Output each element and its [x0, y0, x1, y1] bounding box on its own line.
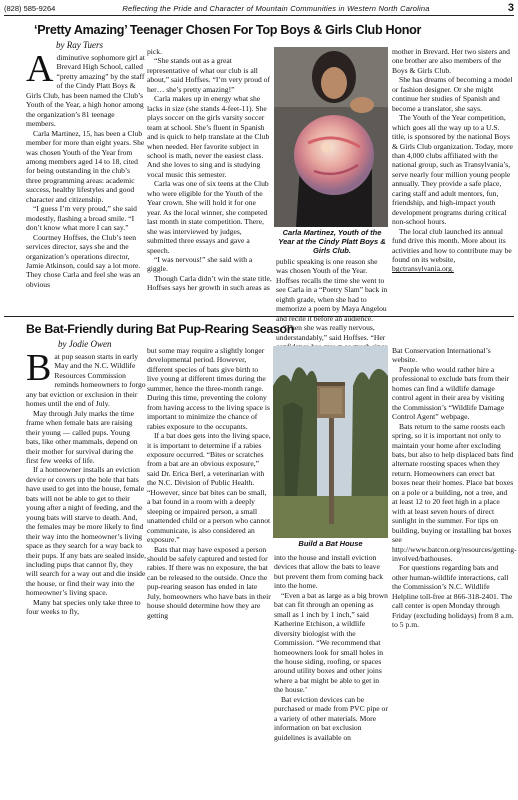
article1-paragraph: Carla makes up in energy what she lacks in size (she stands 4-feet-11). She plays soccer on the girls varsity soccer team at school. She’s fluent in Spanish and is quick to help translate at the Club when needed. Her favorite subject in school is math, never the easiest class. And she loves to sing and is studying vocal music this semester. [147, 94, 270, 179]
article2-dropcap: B [26, 347, 52, 389]
article2-paragraph: For questions regarding bats and other human-wildlife interactions, call the Commission’s N.C. Wildlife Helpline toll-free at 866-318-2401. The call center is open Monday through Friday (excluding holidays) from 8 a.m. to 5 p.m. [392, 563, 514, 630]
article2-column-4 [392, 346, 517, 798]
article1-column-3 [276, 257, 390, 342]
bat-house-photo [273, 346, 388, 538]
header-rule [4, 15, 514, 16]
article2-paragraph: “Even a bat as large as a big brown bat can fit through an opening as small as 1 inch by 1 inch,” said Katherine Etchison, a wildlife diversity biologist with the Commission. “We recommend that homeowners look for small holes in the house siding, roofing, or spaces around utility boxes and other joins where a bat might be able to get in the house.’ [274, 590, 388, 695]
article2-paragraph: Bat eviction devices can be purchased or made from PVC pipe or a variety of other materials. More information on bat exclusion guidelines is available on [274, 694, 388, 742]
article2-column-2 [147, 346, 271, 798]
article1-paragraph: “Then she was really nervous, understandably,” said Hoffses. “Her [276, 323, 386, 342]
article2-paragraph: but some may require a slightly longer developmental period. However, different species of bats give birth to live young at different times during the summer, hence the three-month range. During this time, preventing the colony from having access to the living space is important to minimize the chance of rabies exposure to the occupants. [147, 346, 270, 431]
article1-paragraph: “She stands out as a great representative of what our club is all about,” said Hoffses. “I’m very proud of her… she’s pretty amazing!” [147, 56, 271, 94]
article2-byline: by Jodie Owen [58, 339, 112, 349]
article1-paragraph: Carla Martinez, 15, has been a Club member for more than eight years. She was chosen Youth of the Year from among members aged 14 to 18, cited for being outstanding in the club’s three programming areas: academic success, healthy lifestyles and good character and citizenship. [26, 128, 145, 204]
article1-paragraph: The Youth of the Year competition, which goes all the way up to a U.S. title, is sponsored by the national Boys & Girls Club organization. Today, more than 4,000 clubs affiliated with the national group, such as Transylvania’s, serve nearly four million young people annually. They provide a safe place, caring staff and adult mentors, fun, friendship, and high-impact youth development programs during critical non-school hours. [392, 113, 513, 227]
club-website-link[interactable]: bgctransylvania.org. [392, 264, 454, 274]
article2-paragraph: If a homeowner installs an eviction device or covers up the hole that bats have used to get into the house, female bats will not be able to get to their young after a night of feeding, and the young bats will starve to death. And, the females may be more likely to find their way into the homeowner’s living space as they search for a way back to their pups. If any bats are sealed inside, including pups that cannot fly, they will search for a way out and die inside the house, or find their way into the homeowner’s living space. [26, 465, 146, 598]
page-number: 3 [507, 2, 514, 14]
article1-paragraph: Carla was one of six teens at the Club who were eligible for the Youth of the Year crown. She will hold it for one year. As the local winner, she competed last month in state competition. There, she was interviewed by judges, submitted three essays and gave a speech. [147, 179, 269, 255]
article2-paragraph: Bats return to the same roosts each spring, so it is important not only to maintain your home after excluding bats, but also to help displaced bats find alternate roosting spaces when they return. Homeowners can erect bat boxes near their homes. Place bat boxes on a pole or a building, not a tree, and at least 12 to 20 feet high in a place with at least seven hours of direct sunlight in the summer. For tips on building, buying or installing bat boxes see http://www.batcon.org/resources/getting-involved/bathouses. [392, 421, 517, 563]
article1-paragraph: mother in Brevard. Her two sisters and one brother are also members of the Boys & Girls Club. [392, 47, 510, 75]
article1-paragraph: pick. [147, 47, 162, 56]
article1-byline: by Ray Tuers [56, 40, 103, 50]
article1-title: ‘Pretty Amazing’ Teenager Chosen For Top Boys & Girls Club Honor [34, 23, 422, 37]
article1-paragraph: Though Carla didn’t win the state title, Hoffses says her growth in such areas as [147, 273, 272, 293]
article1-photo-caption: Carla Martinez, Youth of the Year at the Cindy Platt Boys & Girls Club. [278, 228, 386, 255]
article2-paragraph: Bats that may have exposed a person should be safely captured and tested for rabies. If there was no exposure, the bat can be released to the outside. Once the pup-rearing season has ended in late July, homeowners who have bats in their house should determine how they are getting [147, 544, 271, 620]
section-divider [4, 316, 514, 317]
article1-column-4 [392, 47, 514, 313]
carla-martinez-photo [274, 47, 388, 227]
article1-paragraph: Courtney Hoffses, the Club’s teen services director, says she and the organization’s operations director, Jamie Atkinson, could say a lot more. They chose Carla and feel she was an obvious [26, 232, 141, 289]
article2-paragraph: May through July marks the time frame when female bats are raising their young — called pups. Young bats, like other mammals, depend on their mother for survival during the first few weeks of life. [26, 408, 138, 465]
article1-column-2 [147, 47, 272, 313]
article2-paragraph: Many bat species only take three to four weeks to fly, [26, 597, 141, 617]
article1-column-1 [26, 48, 146, 313]
article2-paragraph: Bat Conservation International’s website. [392, 346, 491, 365]
article2-paragraph: into the house and install eviction devices that allow the bats to leave but prevent them from coming back into the home. [274, 553, 384, 591]
article1-paragraph: public speaking is one reason she was chosen Youth of the Year. Hoffses recalls the time she went to see Carla in a “Poetry Slam” back in eighth grade, when she had to memorize a poem by Maya Angelou and recite it before an audience. [276, 257, 388, 323]
tagline: Reflecting the Pride and Character of Mountain Communities in Western North Carolina [122, 3, 430, 13]
article2-title: Be Bat-Friendly during Bat Pup-Rearing Season [26, 322, 295, 336]
article2-paragraph: People who would rather hire a professional to exclude bats from their homes can find a wildlife damage control agent in their area by visiting the Commission’s “Wildlife Damage Control Agent” webpage. [392, 364, 510, 422]
article2-column-1 [26, 347, 146, 798]
article1-paragraph: “I was nervous!” she said with a giggle. [147, 254, 253, 274]
article2-photo-caption: Build a Bat House [298, 539, 363, 548]
article1-paragraph: diminutive sophomore girl at Brevard High School, called “pretty amazing” by the staff of the Cindy Platt Boys & Girls Club, has been named the Club’s Youth of the Year, a high honor among the organization’s 81 teenage members. [26, 53, 145, 129]
article1-paragraph: She has dreams of becoming a model or fashion designer. Or she might continue her studies of Spanish and become a translator, she says. [392, 75, 513, 113]
article1-paragraph: “I guess I’m very proud,” she said modestly, flashing a broad smile. “I don’t know what more I can say.” [26, 204, 137, 233]
article2-paragraph: at pup season starts in early May and the N.C. Wildlife Resources Commission reminds homeowners to forgo any bat eviction or exclusion in their homes until the end of July. [26, 352, 146, 409]
phone-number: (828) 585-9264 [4, 3, 56, 13]
article1-paragraph: The local club launched its annual fund drive this month. More about its activities and how to contribute may be found on its website, [392, 226, 512, 264]
article2-paragraph: If a bat does gets into the living space, it is important to determine if a rabies exposure occurred. “Bites or scratches from a bat are an obvious exposure,” said Dr. Erica Berl, a veterinarian with the N.C. Division of Public Health. “However, since bat bites can be small, a bat found in a room with a deeply sleeping or impaired person, a small unattended child or a person who cannot communicate, is also considered an exposure.” [147, 431, 271, 545]
article1-dropcap: A [26, 48, 54, 90]
article2-column-3 [274, 553, 388, 798]
page-header [4, 2, 514, 14]
